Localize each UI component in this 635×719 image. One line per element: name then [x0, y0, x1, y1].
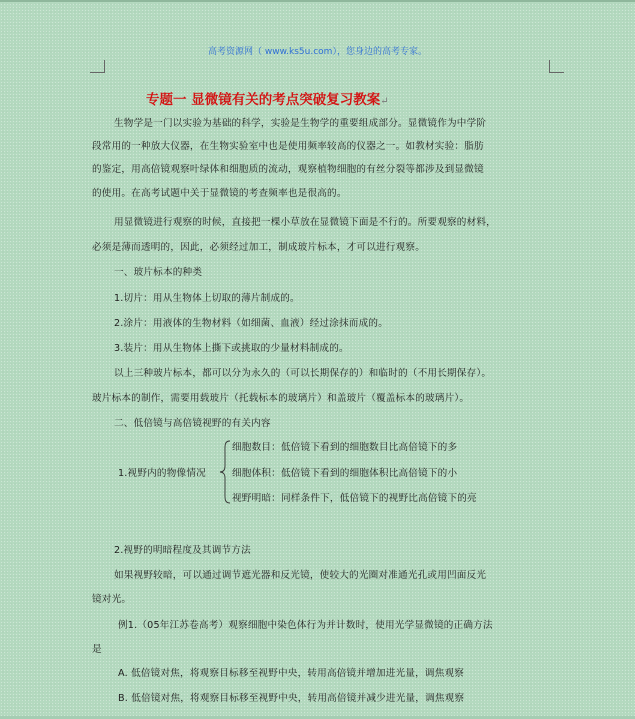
list-item: 2.涂片：用液体的生物材料（如细菌、血液）经过涂抹而成的。: [114, 318, 388, 329]
document-title: [146, 88, 389, 108]
option-a: A. 低倍镜对焦，将观察目标移至视野中央，转用高倍镜并增加进光量，调焦观察: [118, 668, 465, 679]
body-line: 的使用。在高考试题中关于显微镜的考查频率也是很高的。: [92, 188, 347, 199]
example-question: 是: [92, 644, 102, 655]
page-header[interactable]: 高考资源网（ www.ks5u.com），您身边的高考专家。: [208, 47, 427, 57]
list-item: 3.装片：用从生物体上撕下或挑取的少量材料制成的。: [114, 343, 349, 354]
page-top-edge: [0, 0, 635, 2]
body-line: 镜对光。: [92, 594, 132, 605]
section-heading: 二、低倍镜与高倍镜视野的有关内容: [114, 418, 271, 429]
title-text: 专题一 显微镜有关的考点突破复习教案: [146, 92, 381, 108]
body-line: 玻片标本的制作，需要用载玻片（托载标本的玻璃片）和盖玻片（覆盖标本的玻璃片）。: [92, 393, 470, 404]
brace-item-cell-size: 细胞体积：低倍镜下看到的细胞体积比高倍镜下的小: [232, 468, 458, 479]
brace-item-brightness: 视野明暗：同样条件下，低倍镜下的视野比高倍镜下的亮: [232, 493, 477, 504]
body-line: 如果视野较暗，可以通过调节遮光器和反光镜，使较大的光圈对准通光孔或用凹面反光: [114, 570, 487, 581]
brace-item-cell-count: 细胞数目：低倍镜下看到的细胞数目比高倍镜下的多: [232, 442, 458, 453]
body-line: 的鉴定，用高倍镜观察叶绿体和细胞质的流动，观察植物细胞的有丝分裂等都涉及到显微镜: [92, 164, 484, 175]
body-line: 段常用的一种放大仪器，在生物实验室中也是使用频率较高的仪器之一。如教材实验：脂肪: [92, 141, 484, 152]
list-item: 1.切片：用从生物体上切取的薄片制成的。: [114, 293, 300, 304]
body-line: 以上三种玻片标本，都可以分为永久的（可以长期保存的）和临时的（不用长期保存）。: [114, 368, 492, 379]
curly-brace: [219, 440, 231, 504]
section-subheading: 2.视野的明暗程度及其调节方法: [114, 545, 251, 556]
body-line: 必须是薄而透明的，因此，必须经过加工，制成玻片标本，才可以进行观察。: [92, 242, 425, 253]
brace-group-label: 1.视野内的物像情况: [118, 468, 206, 479]
body-line: 用显微镜进行观察的时候，直接把一棵小草放在显微镜下面是不行的。所要观察的材料，: [114, 217, 496, 228]
section-heading: 一、玻片标本的种类: [114, 267, 203, 278]
option-b: B. 低倍镜对焦，将观察目标移至视野中央，转用高倍镜并减少进光量，调焦观察: [118, 693, 465, 704]
crop-mark-top-right: [549, 60, 564, 73]
body-line: 生物学是一门以实验为基础的科学，实验是生物学的重要组成部分。显微镜作为中学阶: [114, 118, 487, 129]
crop-mark-top-left: [90, 60, 105, 73]
example-question: 例1.（05年江苏卷高考）观察细胞中染色体行为并计数时，使用光学显微镜的正确方法: [118, 620, 493, 631]
paragraph-mark: ↵: [380, 96, 389, 107]
